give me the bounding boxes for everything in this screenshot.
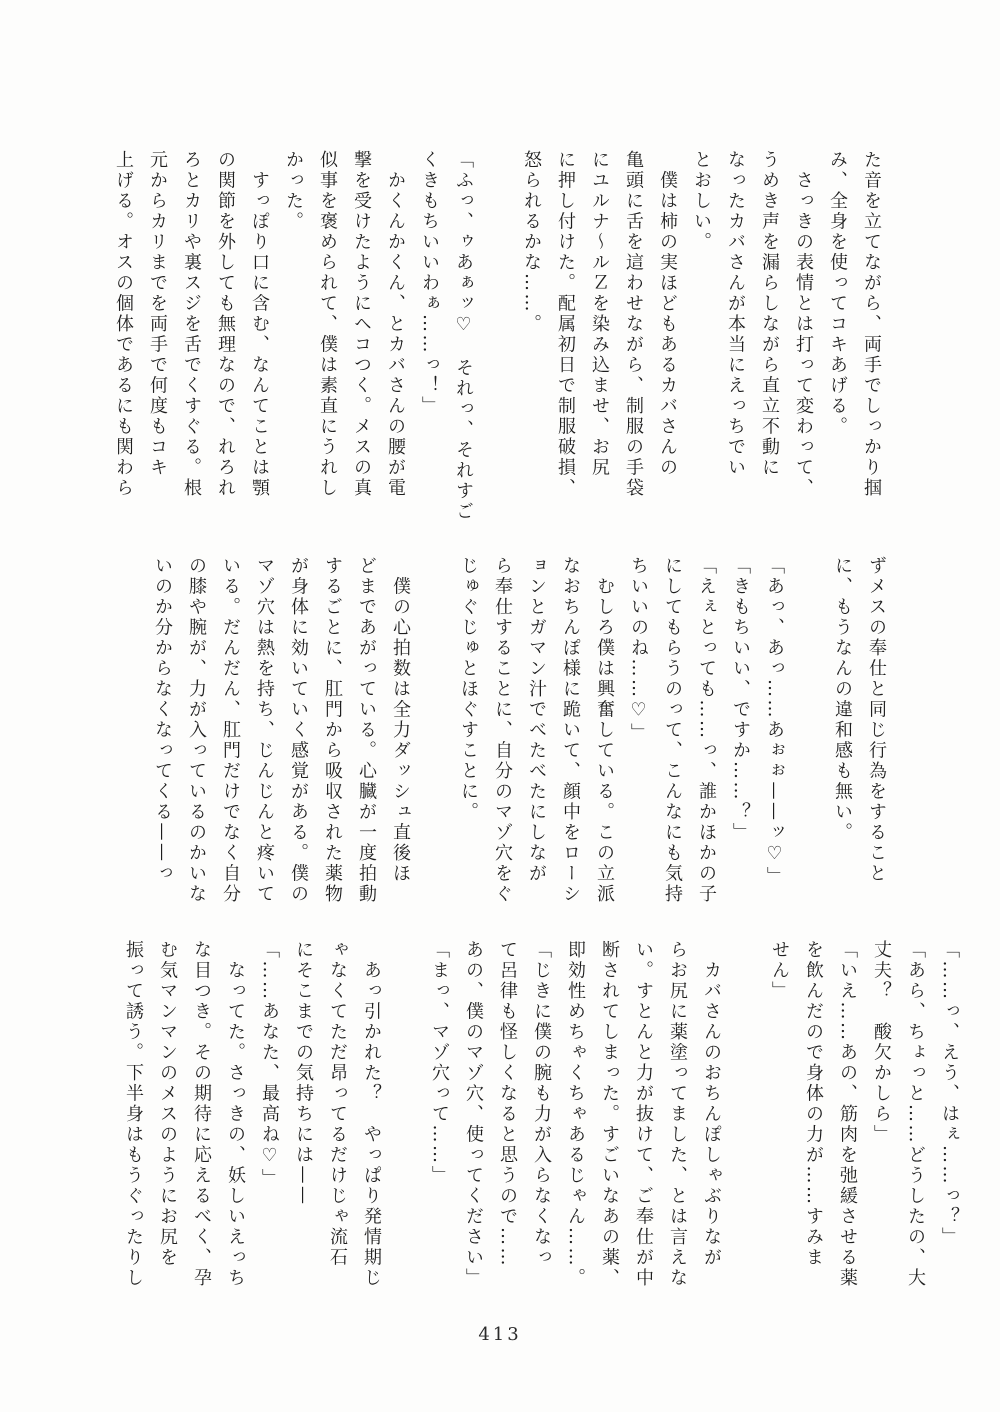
text-column: なったカバさんが本当にえっちでい [725,150,746,478]
text-column: 上げる。オスの個体であるにも関わら [113,150,134,499]
text-column: 元からカリまでを両手で何度もコキ [147,150,168,478]
text-column: あの、僕のマゾ穴、使ってください」 [463,940,484,1289]
page-number: 413 [478,1324,522,1345]
text-column: 似事を褒められて、僕は素直にうれし [317,150,338,499]
text-column: なおちんぽ様に跪いて、顔中をローシ [560,556,581,905]
text-column: ずメスの奉仕と同じ行為をすること [866,556,887,884]
text-column: するごとに、肛門から吸収された薬物 [322,556,343,905]
text-block-top [106,150,888,522]
text-column: どまであがっている。心臓が一度拍動 [356,556,377,905]
text-column: むしろ僕は興奮している。この立派 [594,556,615,905]
text-column: さっきの表情とは打って変わって、 [793,150,814,499]
text-column: 「まっ、マゾ穴って……」 [429,940,450,1186]
text-column: 「いえ……あの、筋肉を弛緩させる薬 [837,940,858,1289]
text-column: にしてもらうのって、こんなにも気持 [662,556,683,905]
text-block-middle [145,556,893,920]
text-column: せん」 [769,940,790,1002]
text-column: かった。 [283,150,304,232]
text-column: くきもちいいわぁ……っ！」 [419,150,440,417]
text-column: かくんかくん、とカバさんの腰が電 [385,150,406,499]
text-column: 「……あなた、最高ね♡」 [259,940,280,1189]
text-column: らお尻に薬塗ってました、とは言えな [667,940,688,1289]
text-column: 即効性めちゃくちゃあるじゃん……。 [565,940,586,1289]
text-column: の膝や腕が、力が入っているのかいな [186,556,207,905]
text-column: み、全身を使ってコキあげる。 [827,150,848,437]
text-column: ら奉仕することに、自分のマゾ穴をぐ [492,556,513,905]
text-column: い。すとんと力が抜けて、ご奉仕が中 [633,940,654,1289]
text-column: にそこまでの気持ちには—— [293,940,314,1207]
text-column: ろとカリや裏スジを舌でくすぐる。根 [181,150,202,499]
text-column: ョンとガマン汁でべたべたにしなが [526,556,547,884]
text-column: あっ引かれた？ やっぱり発情期じ [361,940,382,1289]
text-column: 「あら、ちょっと……どうしたの、大 [905,940,926,1289]
text-column: うめき声を漏らしながら直立不動に [759,150,780,478]
text-column: て呂律も怪しくなると思うので…… [497,940,518,1268]
text-column: いる。だんだん、肛門だけでなく自分 [220,556,241,905]
text-column: とおしい。 [691,150,712,253]
text-block-bottom [116,940,966,1308]
text-column: 振って誘う。下半身はもうぐったりし [123,940,144,1289]
text-column: ゃなくてただ昂ってるだけじゃ流石 [327,940,348,1268]
text-column: 「きもちいい、ですか……？」 [730,556,751,843]
text-column: 僕は柿の実ほどもあるカバさんの [657,150,678,478]
text-column: 「じきに僕の腕も力が入らなくなっ [531,940,552,1268]
text-column: 撃を受けたようにヘコつく。メスの真 [351,150,372,499]
text-column: の関節を外しても無理なので、れろれ [215,150,236,499]
text-column: に、もうなんの違和感も無い。 [832,556,853,843]
text-column: 断されてしまった。すごいなあの薬、 [599,940,620,1289]
text-column: 丈夫？ 酸欠かしら」 [871,940,892,1145]
text-column: な目つき。その期待に応えるべく、孕 [191,940,212,1289]
text-column: カバさんのおちんぽしゃぶりなが [701,940,722,1268]
text-column: 亀頭に舌を這わせながら、制服の手袋 [623,150,644,499]
text-column: 僕の心拍数は全力ダッシュ直後ほ [390,556,411,884]
text-column: いのか分からなくなってくる——っ [152,556,173,884]
text-column: が身体に効いていく感覚がある。僕の [288,556,309,905]
text-column: じゅぐじゅとほぐすことに。 [458,556,479,823]
text-column: にユルナ〜ルＺを染み込ませ、お尻 [589,150,610,478]
text-column: 「あっ、あっ……あぉぉ——ッ♡」 [764,556,785,887]
text-column: に押し付けた。配属初日で制服破損、 [555,150,576,499]
text-column: ちいいのね……♡」 [628,556,649,744]
text-column: すっぽり口に含む、なんてことは顎 [249,150,270,499]
text-column: を飲んだので身体の力が……すみま [803,940,824,1268]
text-column: む気マンマンのメスのようにお尻を [157,940,178,1268]
text-column: なってた。さっきの、妖しいえっち [225,940,246,1289]
text-column: 怒られるかな……。 [521,150,542,335]
text-column: 「えぇとっても……っ、誰かほかの子 [696,556,717,905]
text-column: マゾ穴は熱を持ち、じんじんと疼いて [254,556,275,905]
text-column: 「ふっ、ゥあぁッ♡ それっ、それすご [453,150,474,522]
text-column: 「……っ、えう、はぇ……っ？」 [939,940,960,1248]
text-column: た音を立てながら、両手でしっかり掴 [861,150,882,499]
